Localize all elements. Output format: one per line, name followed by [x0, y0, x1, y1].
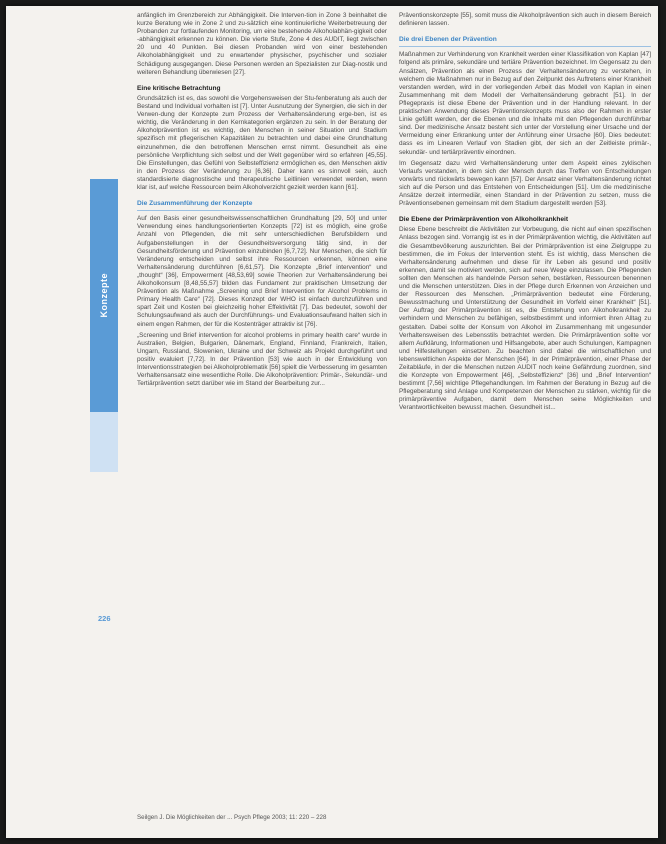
section-tab-label: Konzepte [99, 273, 109, 318]
section-heading: Eine kritische Betrachtung [137, 84, 221, 92]
document-page [6, 6, 658, 838]
paragraph: anfänglich im Grenzbereich zur Abhängigkeit. Die Interven-tion in Zone 3 beinhaltet die kurze Beratung wie in Zone 2 und zu-sätzlich eine kontinuierliche Weiterbetreuung der Probanden zur fortlaufenden Monitoring, um eine bestehende Alkoholabhän-gigkeit oder -abhängigkeit erkennen zu können. Die vierte Stufe, Zone 4 des AUDIT, liegt zwischen 20 und 40 Punkten. Bei diesen Probanden wird von einer bestehenden Alkoholabhängigkeit und zu erwartender physischer, psychischer und sozialer Schädigung ausgegangen. Diese Personen werden an Spezialisten zur Diag-nostik und weiteren Behandlung überwiesen [27]. [137, 12, 387, 76]
paragraph: „Screening und Brief intervention for alcohol problems in primary health care“ wurde in Australien, Belgien, Bulgarien, Dänemark, England, Finnland, Frankreich, Italien, Ungarn, Russland, Slowenien, Ukraine und der Schweiz als Projekt durchgeführt und positiv evaluiert [7,72]. In der Prävention [53] wie auch in der Entwicklung von Interventionsstrategien bei Alkoholproblematik [56] spielt die Verbesserung im gesamten Verhaltensansatz eine wesentliche Rolle. Die Alkoholprävention: Primär-, Sekundär- und Tertiärprävention setzt darüber wie im Stand der Bearbeitung zur... [137, 331, 387, 388]
page-footer: Seilgen J. Die Möglichkeiten der ... Psych Pflege 2003; 11: 220 – 228 [137, 814, 327, 821]
section-heading: Die drei Ebenen der Prävention [399, 36, 651, 47]
paragraph: Grundsätzlich ist es, das sowohl die Vorgehensweisen der Stu-fenberatung als auch der Bestand und Individual vorhalten ist [7]. Unter Ausnutzung der Synergien, die sich in der Verwen-dung der Konzepte zum Prozess der Verhaltensänderung erge-ben, ist es wichtig, die Veränderung in den Kernkategorien ergänzen zu sein. In der Beratung der Alkoholprävention ist es wichtig, den Menschen in seiner Situation und Stadium spezifisch mit pflegerischen Kapazitäten zu betrachten und dabei eine Grundhaltung einzunehmen, die den betroffenen Menschen ernst nimmt. Gesundheit als eine persönliche Verpflichtung sich selbst und der Welt gegenüber wird so erfahren [45,55]. Die Einstellungen, das Gefühl von Selbsteffizienz ermöglichen es, den Menschen aktiv in den Prozess der Veränderung zu [6,36]. Daher kann es sinnvoll sein, auch standardisierte diagnostische und therapeutische Leitlinien verwendet werden, wenn klar ist, auf welche Ressourcen beim Alkoholverzicht gezielt werden kann [61]. [137, 94, 387, 191]
paragraph: Präventionskonzepte [55], somit muss die Alkoholprävention sich auch in diesem Bereich definieren lassen. [399, 12, 651, 28]
section-heading: Die Ebene der Primärprävention von Alkoholkrankheit [399, 216, 569, 224]
left-column [137, 12, 387, 391]
paragraph: Diese Ebene beschreibt die Aktivitäten zur Vorbeugung, die nicht auf einen spezifischen Anlass bezogen sind. Vorrangig ist es in der Primärprävention wichtig, die Aktivitäten auf die Gesamtbevölkerung auszurichten. Bei der Primärprävention ist eine Zielgruppe zu bestimmen, die im Fokus der Intervention steht. Es ist wichtig, dass Menschen die Verhaltensänderung aufnehmen und diese für ihr Leben als gesund und positiv erkennen, damit sie motiviert werden, sich auf neue Wege einzulassen. Die Pflegenden sollten den Menschen als handelnde Person sehen, bestärken, Ressourcen benennen und die Menschen unterstützen. Dies in der Pflege durch Erkennen von Anzeichen und der Ressourcen des Menschen. „Primärprävention bedeutet eine Förderung, Bewusstmachung und Unterstützung der Gesundheit im Vorfeld einer Krankheit“ [51]. Der Auftrag der Primärprävention ist es, die Entstehung von Alkoholkrankheit zu verhindern und Menschen zu befähigen, selbstbestimmt und informiert ihren Alltag zu gestalten. Dabei sollte der Konsum von Alkohol im Zusammenhang mit ungesunder Verhaltensweisen des Lebensstils betrachtet werden. Die Primärprävention sollte vor allem Aufklärung, Informationen und Hilfsangebote, aber auch Schulungen, Kampagnen und Hilfestellungen einsetzen. Zu beachten sind dabei die wirtschaftlichen und lebensweltlichen Aspekte der Menschen [64]. In der Primärprävention, einer Phase der Zeitabläufe, in der die Menschen nutzen AUDIT noch keine Gefährdung zuordnen, sind die Konzepte von Empowerment [46], „Selbsteffizienz“ [36] und „Brief Intervention“ bestimmt [7,56] wichtige Pflegehandlungen. Im Rahmen der Beratung in Bezug auf die Pflegeberatung sind Anlage und Kompetenzen der Menschen zu stärken, wichtig für die primärpräventive Aufgaben, damit dem Menschen seine Möglichkeiten und Verantwortlichkeiten bewusst machen. Gesundheit ist... [399, 226, 651, 412]
paragraph: Im Gegensatz dazu wird Verhaltensänderung unter dem Aspekt eines zyklischen Verlaufs verstanden, in dem sich der Mensch durch das Treffen von Entscheidungen vorwärts und rückwärts bewegen kann [57]. Der Ansatz einer Verhaltensänderung richtet sich auf die Person und das Entstehen von Entscheidungen [51]. Um die medizinische Ansätze derzeit intermediär, einen Standard in der Prävention zu setzen, muss die Präventionsebenen gemeinsam mit dem Stadium dargestellt werden [53]. [399, 159, 651, 208]
section-heading: Die Zusammenführung der Konzepte [137, 200, 387, 211]
section-tab-strip [90, 412, 118, 472]
right-column [399, 12, 651, 416]
section-tab [90, 179, 118, 412]
paragraph: Auf den Basis einer gesundheitswissenschaftlichen Grundhaltung [29, 50] und unter Verwendung eines handlungsorientierten Konzepts [72] ist es möglich, eine große Anzahl von Pflegenden, die mit sehr unterschiedlichen Berufsbildern und Aufgabenstellungen in der Gesundheitsversorgung tätig sind, in der Gesundheitsförderung und Prävention einzubinden [6,7,72]. Nur Menschen, die sich für Veränderung entscheiden und selbst ihre Ressourcen erkennen, können eine Verhaltensänderung durchführen [6,61,57]. Die Konzepte „Brief intervention“ und „thought“ [36], Empowerment [48,53,69] sowie Theorien zur Verhaltensänderung bei Alkoholkonsum [8,48,55,57] bilden das Fundament zur praktischen Umsetzung der Prävention als Maßnahme „Screening und Brief Intervention for Alcohol Problems in Primary Health Care“ [72]. Dieses Konzept der WHO ist einfach durchzuführen und spart Zeit und Kosten bei gleichzeitig hoher Effektivität [7]. Das bedeutet, sowohl der Schulungsaufwand als auch der Durchführungs- und Evaluationsaufwand halten sich in einem engen Rahmen, der für die Kostenträger attraktiv ist [76]. [137, 215, 387, 328]
page-number: 226 [98, 614, 111, 623]
paragraph: Maßnahmen zur Verhinderung von Krankheit werden einer Klassifikation von Kaplan [47] folgend als primäre, sekundäre und tertiäre Prävention bezeichnet. Im Gegensatz zu den Ansätzen, Prävention als einen Prozess der Verhaltensänderung zu verstehen, in welchem die Maßnahmen nur in Bezug auf den Zeitpunkt des Auftretens einer Krankheit verstanden werden, wird in der vorliegenden Arbeit das Modell von Kaplan in einen Zusammenhang mit dem Modell der Verhaltensänderung gebracht [51]. In der Pflegepraxis ist diese Ebene der Prävention und in der Handlung relevant. In der praktischen Anwendung dieses Präventionskonzepts muss also der Rahmen in erster Linie gefüllt werden, der die Ebenen und die Inhalte mit den Pflegenden durchführbar sind. Der medizinische Ansatz besteht sich unter der Vorstellung einer Ursache und der Vermeidung einer Erkrankung unter der Anführung einer Ursache [60]. Dies bedeutet: dass es im Linearen Verlauf von Stadien gibt, der sich an der Zeitleiste primär-, sekundär- und tertiärpräventiv einordnen. [399, 51, 651, 156]
